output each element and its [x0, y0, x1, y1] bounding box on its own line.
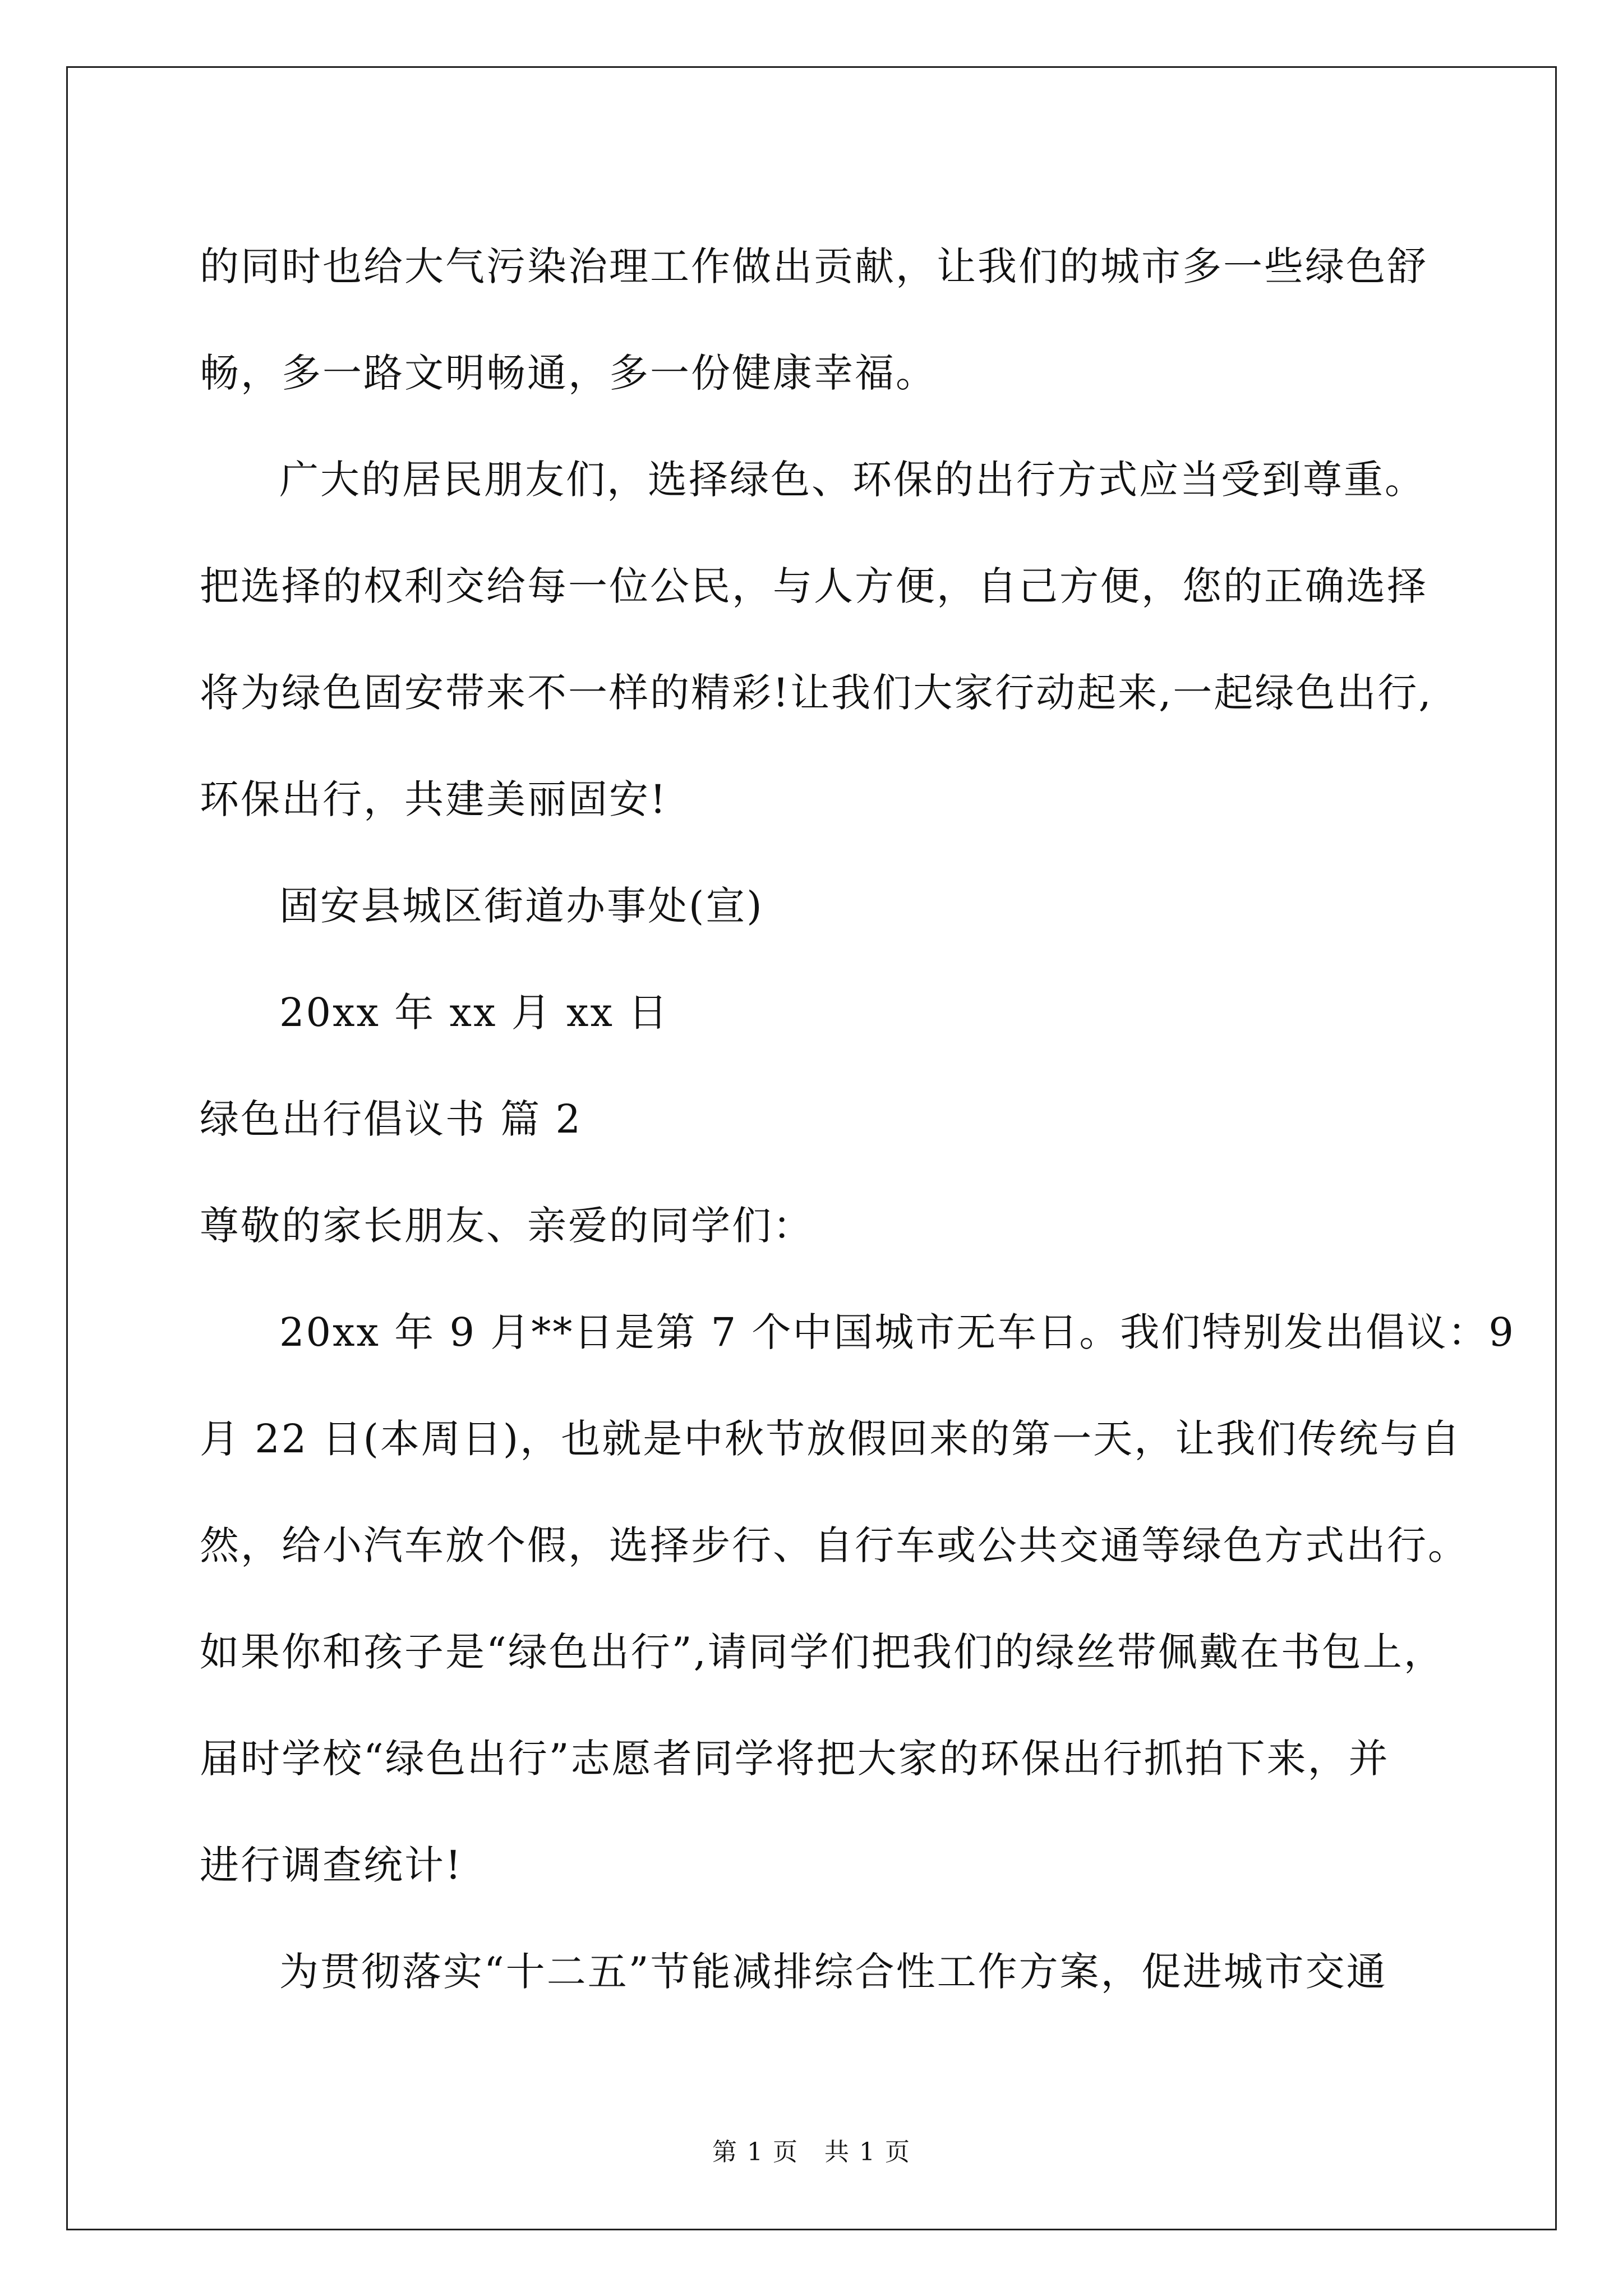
- text-line: 的同时也给大气污染治理工作做出贡献，让我们的城市多一些绿色舒: [200, 243, 1428, 289]
- text-line: 广大的居民朋友们，选择绿色、环保的出行方式应当受到尊重。: [279, 457, 1426, 503]
- text-line: 进行调查统计!: [200, 1842, 463, 1888]
- date-line: 20xx 年 xx 月 xx 日: [279, 990, 670, 1036]
- text-line: 20xx 年 9 月**日是第 7 个中国城市无车日。我们特别发出倡议：9: [279, 1309, 1515, 1355]
- text-line: 然，给小汽车放个假，选择步行、自行车或公共交通等绿色方式出行。: [200, 1522, 1469, 1568]
- text-line: 如果你和孩子是“绿色出行”,请同学们把我们的绿丝带佩戴在书包上，: [200, 1629, 1445, 1675]
- text-line: 环保出行，共建美丽固安!: [200, 776, 668, 822]
- text-line: 届时学校“绿色出行”志愿者同学将把大家的环保出行抓拍下来，并: [200, 1736, 1390, 1782]
- text-line: 畅，多一路文明畅通，多一份健康幸福。: [200, 350, 937, 396]
- document-body: [200, 213, 1515, 2025]
- section-heading: 绿色出行倡议书 篇 2: [200, 1096, 583, 1142]
- signature-line: 固安县城区街道办事处(宣): [279, 883, 764, 929]
- text-line: 把选择的权利交给每一位公民，与人方便，自己方便，您的正确选择: [200, 563, 1428, 609]
- text-line: 月 22 日(本周日)，也就是中秋节放假回来的第一天，让我们传统与自: [200, 1416, 1462, 1462]
- page-footer: 第 1 页 共 1 页: [712, 2138, 911, 2166]
- salutation: 尊敬的家长朋友、亲爱的同学们：: [200, 1203, 814, 1249]
- text-line: 为贯彻落实“十二五”节能减排综合性工作方案，促进城市交通: [279, 1949, 1387, 1995]
- text-line: 将为绿色固安带来不一样的精彩!让我们大家行动起来,一起绿色出行,: [200, 670, 1433, 716]
